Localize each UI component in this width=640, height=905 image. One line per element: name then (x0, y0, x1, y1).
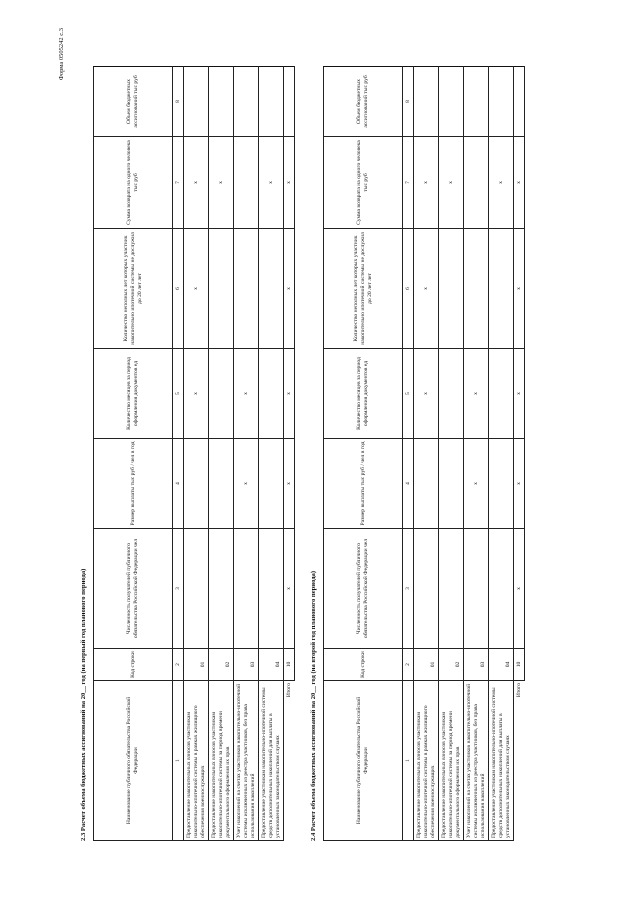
table-cell: х (464, 439, 489, 529)
table-cell (259, 439, 284, 529)
header-cell: Объем бюджетных ассигнований тыс руб (324, 67, 403, 137)
table-cell (259, 67, 284, 137)
table-cell (489, 229, 514, 349)
table-cell: х (209, 137, 234, 229)
table-cell (464, 67, 489, 137)
column-number-row (173, 67, 184, 841)
table-cell: х (284, 349, 295, 439)
column-number: 3 (403, 529, 414, 649)
obligation-name: Учет накоплений на счетах участников накопительно-ипотечной системы исключенных из реестра участников, без права использования накоплений (234, 681, 259, 841)
table-cell: х (414, 137, 439, 229)
obligation-name: Предоставление накопительных взносов участникам накопительно-ипотечной системы за период времени документального оформления их прав (439, 681, 464, 841)
table-cell (209, 229, 234, 349)
table-row (414, 67, 439, 841)
header-cell: Код строки (324, 649, 403, 681)
table-cell (464, 137, 489, 229)
total-label: Итого (514, 681, 525, 841)
header-cell: Размер выплаты тыс руб / чел в год (324, 439, 403, 529)
column-number: 7 (403, 137, 414, 229)
obligation-name: Предоставление участникам накопительно-ипотечной системы средств дополнительных накоплений для выплаты в установленных законодательством случаях (489, 681, 514, 841)
table-cell (489, 529, 514, 649)
table-cell (209, 529, 234, 649)
table-cell (414, 67, 439, 137)
obligation-name: Учет накоплений на счетах участников накопительно-ипотечной системы исключенных из реестра участников, без права использования накоплений (464, 681, 489, 841)
header-cell: Наименование публичного обязательства Российской Федерации (94, 681, 173, 841)
column-number: 2 (403, 649, 414, 681)
table-cell: х (514, 349, 525, 439)
table-row (209, 67, 234, 841)
table-cell (489, 349, 514, 439)
table-cell: х (514, 439, 525, 529)
header-cell: Количество неполных лет которых участник накопительно ипотечной системы не дослужил до 20 лет лет (324, 229, 403, 349)
table-cell (234, 137, 259, 229)
header-cell: Сумма возврата на одного человека тыс руб (324, 137, 403, 229)
table-row (184, 67, 209, 841)
row-code: 04 (259, 649, 284, 681)
column-number: 4 (173, 439, 184, 529)
section-title: 2.4 Расчет объема бюджетных ассигнований на 20__ год (на второй год планового периода) (310, 570, 317, 841)
total-row (284, 67, 295, 841)
column-number: 8 (403, 67, 414, 137)
row-code: 01 (184, 649, 209, 681)
table-cell: х (414, 229, 439, 349)
table-cell (414, 439, 439, 529)
column-number: 5 (403, 349, 414, 439)
header-cell: Сумма возврата на одного человека тыс руб (94, 137, 173, 229)
section-title: 2.3 Расчет объема бюджетных ассигнований на 20__ год (на первый год планового периода) (80, 568, 87, 841)
table-row (464, 67, 489, 841)
table-row (439, 67, 464, 841)
table-cell: х (259, 137, 284, 229)
obligation-name: Предоставление участникам накопительно-ипотечной системы средств дополнительных накоплений для выплаты в установленных законодательством случаях (259, 681, 284, 841)
column-number: 4 (403, 439, 414, 529)
table-cell (184, 529, 209, 649)
table-cell (234, 67, 259, 137)
row-code: 10 (514, 649, 525, 681)
table-cell (259, 349, 284, 439)
table-cell (489, 439, 514, 529)
form-code: Форма 0505242 с.3 (58, 28, 65, 81)
table-cell: х (464, 349, 489, 439)
row-code: 10 (284, 649, 295, 681)
header-row (94, 67, 173, 841)
table-cell (184, 67, 209, 137)
table-cell (284, 67, 295, 137)
table-cell: х (234, 439, 259, 529)
table-cell (464, 229, 489, 349)
table-cell: х (184, 137, 209, 229)
section-2-4 (310, 67, 525, 841)
row-code: 04 (489, 649, 514, 681)
column-number-row (403, 67, 414, 841)
table-row (489, 67, 514, 841)
header-cell: Объем бюджетных ассигнований тыс руб (94, 67, 173, 137)
table-cell: х (514, 529, 525, 649)
obligation-name: Предоставление накопительных взносов участникам накопительно-ипотечной системы в рамках жилищного обеспечения военнослужащих (414, 681, 439, 841)
total-label: Итого (284, 681, 295, 841)
obligation-name: Предоставление накопительных взносов участникам накопительно-ипотечной системы за период времени документального оформления их прав (209, 681, 234, 841)
row-code: 01 (414, 649, 439, 681)
table-cell (234, 529, 259, 649)
column-number: 6 (403, 229, 414, 349)
row-code: 02 (439, 649, 464, 681)
table-cell (209, 439, 234, 529)
header-row (324, 67, 403, 841)
table-cell (489, 67, 514, 137)
table-row (234, 67, 259, 841)
table-cell: х (514, 229, 525, 349)
column-number: 1 (173, 681, 184, 841)
table-cell (514, 67, 525, 137)
table-cell (439, 67, 464, 137)
header-cell: Наименование публичного обязательства Российской Федерации (324, 681, 403, 841)
table-cell (209, 349, 234, 439)
table-cell: х (284, 137, 295, 229)
header-cell: Количество неполных лет которых участник накопительно ипотечной системы не дослужил до 20 лет лет (94, 229, 173, 349)
table-cell (184, 439, 209, 529)
header-cell: Количество месяцев за период оформления документов ед (324, 349, 403, 439)
column-number: 1 (403, 681, 414, 841)
table-cell (439, 529, 464, 649)
table-cell (464, 529, 489, 649)
table-cell: х (514, 137, 525, 229)
table-cell (234, 229, 259, 349)
table-cell: х (284, 529, 295, 649)
table-cell (439, 439, 464, 529)
table-cell (259, 229, 284, 349)
total-row (514, 67, 525, 841)
header-cell: Код строки (94, 649, 173, 681)
obligation-name: Предоставление накопительных взносов участникам накопительно-ипотечной системы в рамках жилищного обеспечения военнослужащих (184, 681, 209, 841)
header-cell: Размер выплаты тыс руб / чел в год (94, 439, 173, 529)
table-cell: х (184, 229, 209, 349)
row-code: 02 (209, 649, 234, 681)
table-cell (259, 529, 284, 649)
row-code: 03 (464, 649, 489, 681)
row-code: 03 (234, 649, 259, 681)
table-cell (209, 67, 234, 137)
table-cell (439, 349, 464, 439)
table-cell: х (414, 349, 439, 439)
column-number: 8 (173, 67, 184, 137)
budget-table (93, 66, 295, 841)
budget-table (323, 66, 525, 841)
table-cell: х (184, 349, 209, 439)
column-number: 2 (173, 649, 184, 681)
column-number: 5 (173, 349, 184, 439)
table-cell: х (439, 137, 464, 229)
table-cell: х (284, 439, 295, 529)
table-row (259, 67, 284, 841)
table-cell (414, 529, 439, 649)
table-cell (439, 229, 464, 349)
section-2-3 (80, 67, 295, 841)
table-cell: х (284, 229, 295, 349)
header-cell: Численность получателей публичного обязательства Российской Федерации чел (94, 529, 173, 649)
header-cell: Численность получателей публичного обязательства Российской Федерации чел (324, 529, 403, 649)
column-number: 6 (173, 229, 184, 349)
column-number: 7 (173, 137, 184, 229)
column-number: 3 (173, 529, 184, 649)
header-cell: Количество месяцев за период оформления документов ед (94, 349, 173, 439)
table-cell: х (489, 137, 514, 229)
table-cell: х (234, 349, 259, 439)
